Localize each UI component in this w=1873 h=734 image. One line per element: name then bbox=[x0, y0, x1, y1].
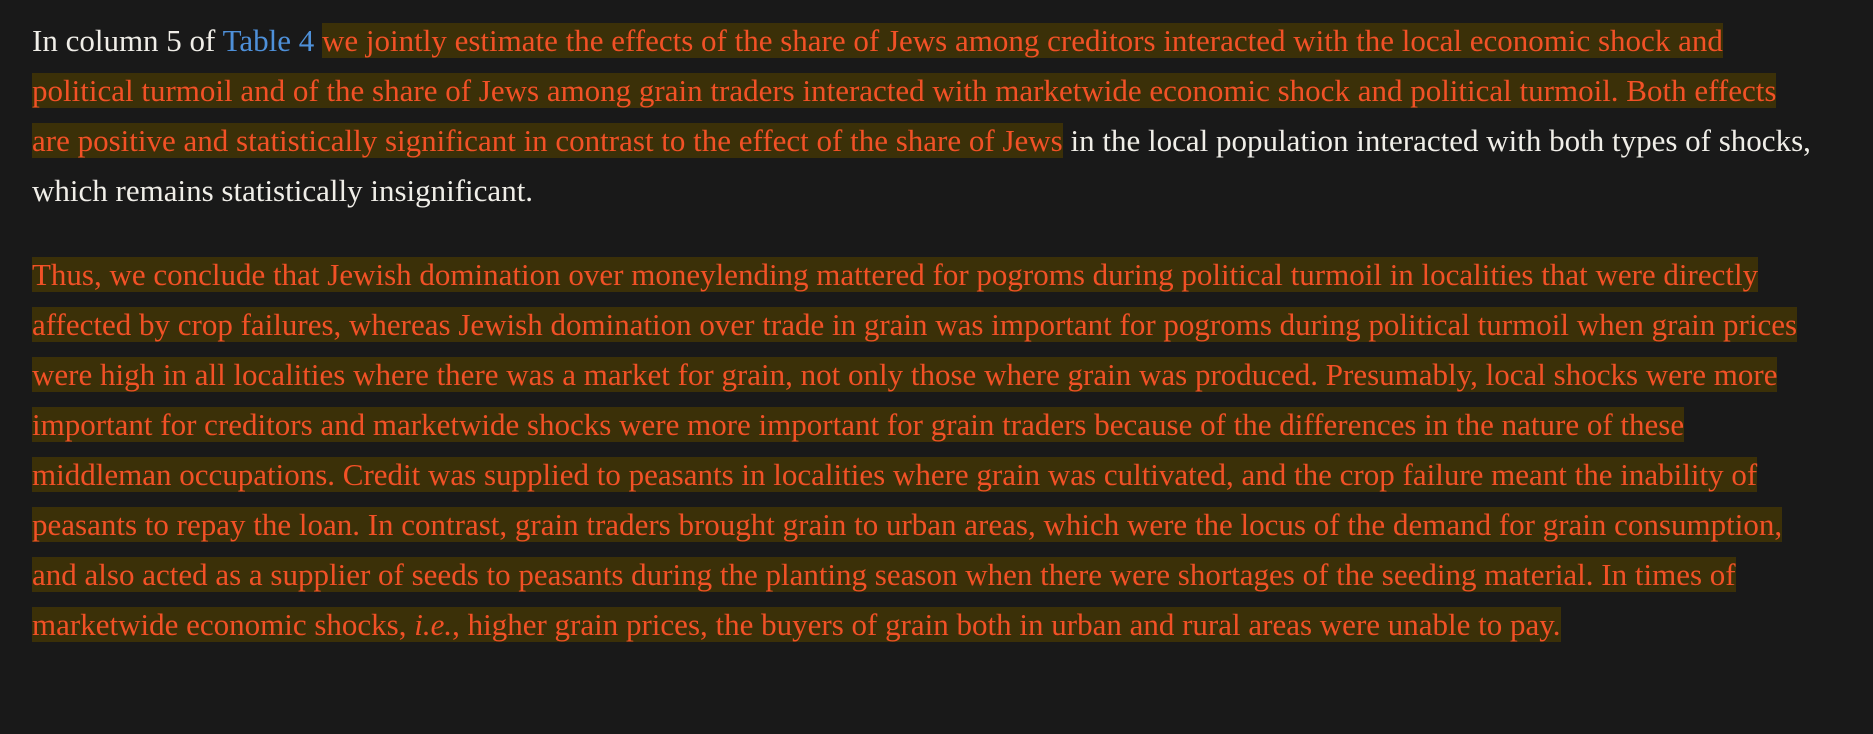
annotation-highlight-2-end[interactable]: , higher grain prices, the buyers of grain both in urban and rural areas were unable to pay. bbox=[452, 607, 1561, 642]
annotation-highlight-2[interactable]: Thus, we conclude that Jewish domination over moneylending mattered for pogroms during political turmoil in localities that were directly affected by crop failures, whereas Jewish domination over trade in grain was important for pogroms during political turmoil when grain prices were high in all localities where there was a market for grain, not only those where grain was produced. Presumably, local shocks were more important for creditors and marketwide shocks were more important for grain traders because of the differences in the nature of these middleman occupations. Credit was supplied to peasants in localities where grain was cultivated, and the crop failure meant the inability of peasants to repay the loan. In contrast, grain traders brought grain to urban areas, which were the locus of the demand for grain consumption, and also acted as a supplier of seeds to peasants during the planting season when there were shortages of the seeding material. In times of marketwide economic shocks, bbox=[32, 257, 1798, 642]
paragraph-1-plain-text-end: in the local population interacted with both types of shocks, which remains statistically insignificant. bbox=[32, 123, 1811, 208]
table-4-link[interactable]: Table 4 bbox=[222, 23, 315, 58]
annotation-highlight-1[interactable]: we jointly estimate the effects of the share of Jews among creditors interacted with the local economic shock and political turmoil and of the share of Jews among grain traders interacted with marketwide economic shock and political turmoil. Both effects are positive and statistically significant in contrast to the effect of the share of Jews bbox=[32, 23, 1777, 158]
paragraph-1-plain-text: In column 5 of bbox=[32, 23, 223, 58]
paragraph-2 bbox=[32, 250, 1817, 650]
paragraph-1 bbox=[32, 16, 1817, 216]
annotation-highlight-2-italic-ie[interactable]: i.e. bbox=[414, 607, 453, 642]
space-after-link bbox=[314, 23, 322, 58]
